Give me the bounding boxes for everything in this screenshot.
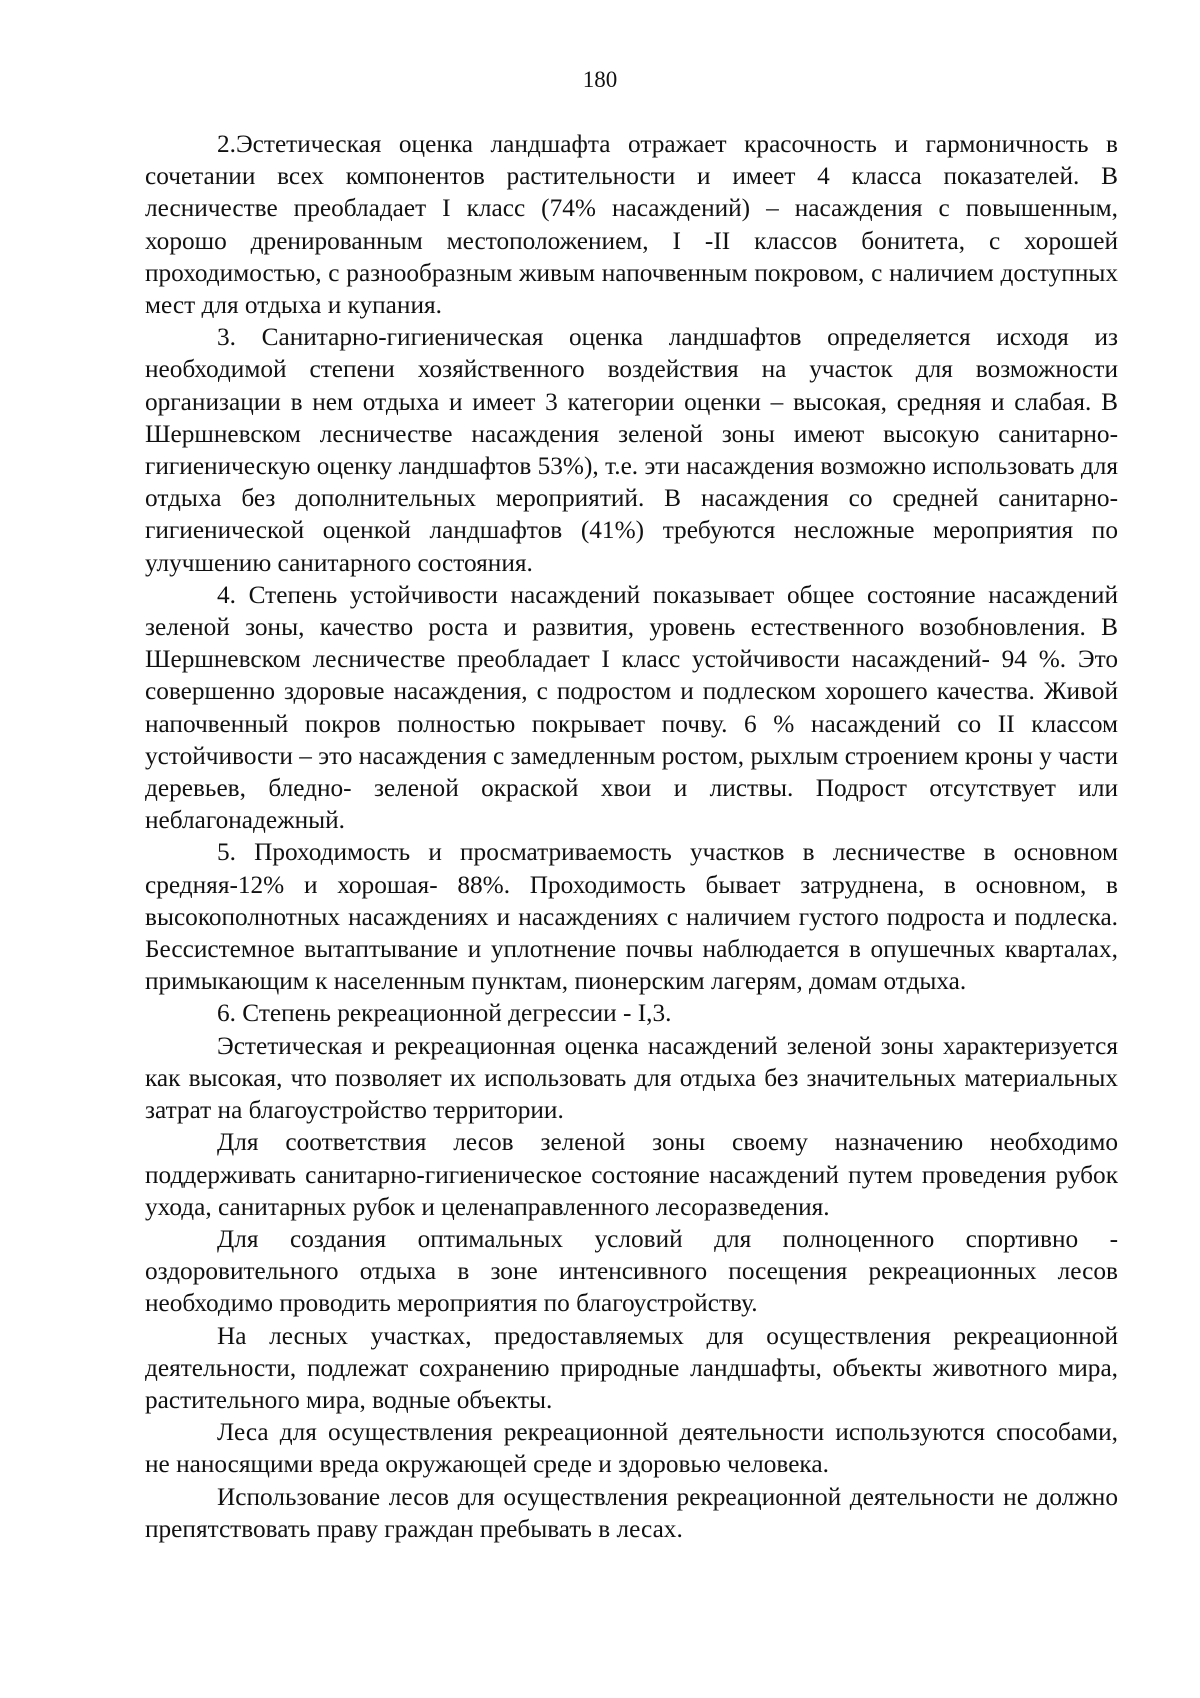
page-number: 180 <box>582 67 618 92</box>
paragraph-overall-assessment: Эстетическая и рекреационная оценка насаждений зеленой зоны характеризуется как высокая, что позволяет их использовать для отдыха без значительных материальных затрат на благоустройство территории. <box>145 1031 1118 1125</box>
paragraph-sanitary-assessment: 3. Санитарно-гигиеническая оценка ландшафтов определяется исходя из необходимой степени хозяйственного воздействия на участок для возможности организации в нем отдыха и имеет 3 категории оценки – высокая, средняя и слабая. В Шершневском лесничестве насаждения зеленой зоны имеют высокую санитарно-гигиеническую оценку ландшафтов 53%), т.е. эти насаждения возможно использовать для отдыха без дополнительных мероприятий. В насаждения со средней санитарно-гигиенической оценкой ландшафтов (41%) требуются несложные мероприятия по улучшению санитарного состояния. <box>145 323 1118 577</box>
paragraph-passability: 5. Проходимость и просматриваемость участков в лесничестве в основном средняя-12% и хорошая- 88%. Проходимость бывает затруднена, в основном, в высокополнотных насаждениях и насаждениях с наличием густого подроста и подлеска. Бессистемное вытаптывание и уплотнение почвы наблюдается в опушечных кварталах, примыкающим к населенным пунктам, пионерским лагерям, домам отдыха. <box>145 838 1118 996</box>
paragraph-stability: 4. Степень устойчивости насаждений показывает общее состояние насаждений зеленой зоны, качество роста и развития, уровень естественного возобновления. В Шершневском лесничестве преобладает I класс устойчивости насаждений- 94 %. Это совершенно здоровые насаждения, с подростом и подлеском хорошего качества. Живой напочвенный покров полностью покрывает почву. 6 % насаждений со II классом устойчивости – это насаждения с замедленным ростом, рыхлым строением кроны у части деревьев, бледно- зеленой окраской хвои и листвы. Подрост отсутствует или неблагонадежный. <box>145 580 1118 835</box>
paragraph-usage-methods: Леса для осуществления рекреационной деятельности используются способами, не наносящими вреда окружающей среде и здоровью человека. <box>145 1418 1118 1479</box>
paragraph-improvement: Для создания оптимальных условий для полноценного спортивно - оздоровительного отдыха в зоне интенсивного посещения рекреационных лесов необходимо проводить мероприятия по благоустройству. <box>145 1224 1118 1318</box>
paragraph-recreational-degression: 6. Степень рекреационной дегрессии - I,3. <box>217 999 672 1028</box>
document-body <box>145 128 1118 1545</box>
paragraph-aesthetic-assessment: 2.Эстетическая оценка ландшафта отражает красочность и гармоничность в сочетании всех компонентов растительности и имеет 4 класса показателей. В лесничестве преобладает I класс (74% насаждений) – насаждения с повышенным, хорошо дренированным местоположением, I -II классов бонитета, с хорошей проходимостью, с разнообразным живым напочвенным покровом, с наличием доступных мест для отдыха и купания. <box>145 130 1118 320</box>
paragraph-preservation: На лесных участках, предоставляемых для осуществления рекреационной деятельности, подлежат сохранению природные ландшафты, объекты животного мира, растительного мира, водные объекты. <box>145 1321 1118 1414</box>
paragraph-maintenance: Для соответствия лесов зеленой зоны своему назначению необходимо поддерживать санитарно-гигиеническое состояние насаждений путем проведения рубок ухода, санитарных рубок и целенаправленного лесоразведения. <box>145 1128 1118 1221</box>
paragraph-citizens-rights: Использование лесов для осуществления рекреационной деятельности не должно препятствовать праву граждан пребывать в лесах. <box>145 1482 1118 1543</box>
